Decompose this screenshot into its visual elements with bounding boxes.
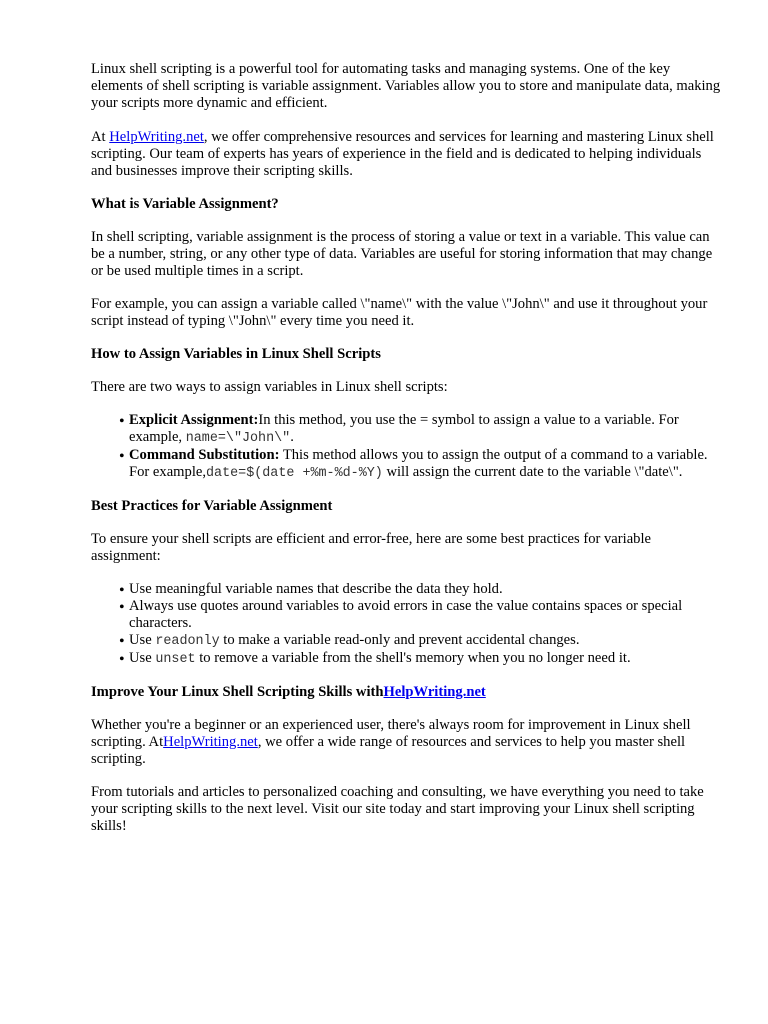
- best-heading: Best Practices for Variable Assignment: [91, 498, 333, 514]
- improve-p1-link[interactable]: HelpWriting.net: [163, 734, 258, 750]
- how-heading: How to Assign Variables in Linux Shell Scripts: [91, 346, 381, 362]
- improve-p1-pre: Whether you're a beginner or an experienced user, there's always room for improvement in Linux shell scripting. At: [91, 717, 691, 750]
- improve-paragraph-1: [91, 717, 724, 768]
- how-intro: There are two ways to assign variables in Linux shell scripts:: [91, 379, 448, 395]
- best-intro: To ensure your shell scripts are efficient and error-free, here are some best practices for variable assignment:: [91, 531, 652, 564]
- list-item-text: In this method, you use the = symbol to assign a value to a variable. For example,: [129, 412, 679, 445]
- improve-heading-link[interactable]: HelpWriting.net: [383, 684, 486, 700]
- list-item-text: This method allows you to assign the output of a command to a variable. For example,: [129, 447, 708, 480]
- list-item-text: Use meaningful variable names that describe the data they hold.: [129, 581, 503, 597]
- list-item-tail: .: [290, 429, 294, 445]
- list-item-text: Always use quotes around variables to avoid errors in case the value contains spaces or special characters.: [129, 598, 683, 631]
- what-paragraph-2: For example, you can assign a variable called \"name\" with the value \"John\" and use it throughout your script instead of typing \"John\" every time you need it.: [91, 296, 708, 329]
- how-list: [91, 412, 724, 482]
- list-item: [129, 632, 724, 650]
- list-item-text: Use: [129, 632, 156, 648]
- improve-paragraph-2: From tutorials and articles to personalized coaching and consulting, we have everything you need to take your scripting skills to the next level. Visit our site today and start improving your Linux shell scripting skills!: [91, 784, 704, 834]
- code-snippet: date=$(date +%m-%d-%Y): [206, 466, 383, 481]
- improve-p1-post: , we offer a wide range of resources and services to help you master shell scripting.: [91, 734, 686, 767]
- helpwriting-rest: , we offer comprehensive resources and services for learning and mastering Linux shell scripting. Our team of experts has years of experience in the field and is dedicated to helping individuals and businesses improve their scripting skills.: [91, 129, 714, 179]
- list-item-tail: to make a variable read-only and prevent accidental changes.: [219, 632, 580, 648]
- list-item-term: Explicit Assignment:: [129, 412, 259, 428]
- helpwriting-at: At: [91, 129, 110, 145]
- list-item-tail: to remove a variable from the shell's memory when you no longer need it.: [195, 650, 631, 666]
- code-snippet: unset: [155, 652, 196, 667]
- improve-heading-text: Improve Your Linux Shell Scripting Skills with: [91, 684, 384, 700]
- what-paragraph-1: In shell scripting, variable assignment is the process of storing a value or text in a variable. This value can be a number, string, or any other type of data. Variables are useful for storing information that may change or be used multiple times in a script.: [91, 229, 713, 279]
- intro-paragraph: Linux shell scripting is a powerful tool for automating tasks and managing systems. One of the key elements of shell scripting is variable assignment. Variables allow you to store and manipulate data, making your scripts more dynamic and efficient.: [91, 61, 721, 111]
- list-item-tail: will assign the current date to the variable \"date\".: [382, 464, 683, 480]
- list-item: [129, 412, 724, 447]
- improve-heading: [91, 684, 724, 701]
- list-item: [129, 581, 724, 598]
- list-item: [129, 447, 724, 482]
- list-item: [129, 598, 724, 632]
- code-snippet: readonly: [155, 634, 220, 649]
- what-heading: What is Variable Assignment?: [91, 196, 279, 212]
- list-item-text: Use: [129, 650, 156, 666]
- best-list: [91, 581, 724, 668]
- helpwriting-paragraph: [91, 129, 724, 180]
- helpwriting-link[interactable]: HelpWriting.net: [109, 129, 204, 145]
- list-item: [129, 650, 724, 668]
- list-item-term: Command Substitution:: [129, 447, 280, 463]
- code-snippet: name=\"John\": [185, 431, 291, 446]
